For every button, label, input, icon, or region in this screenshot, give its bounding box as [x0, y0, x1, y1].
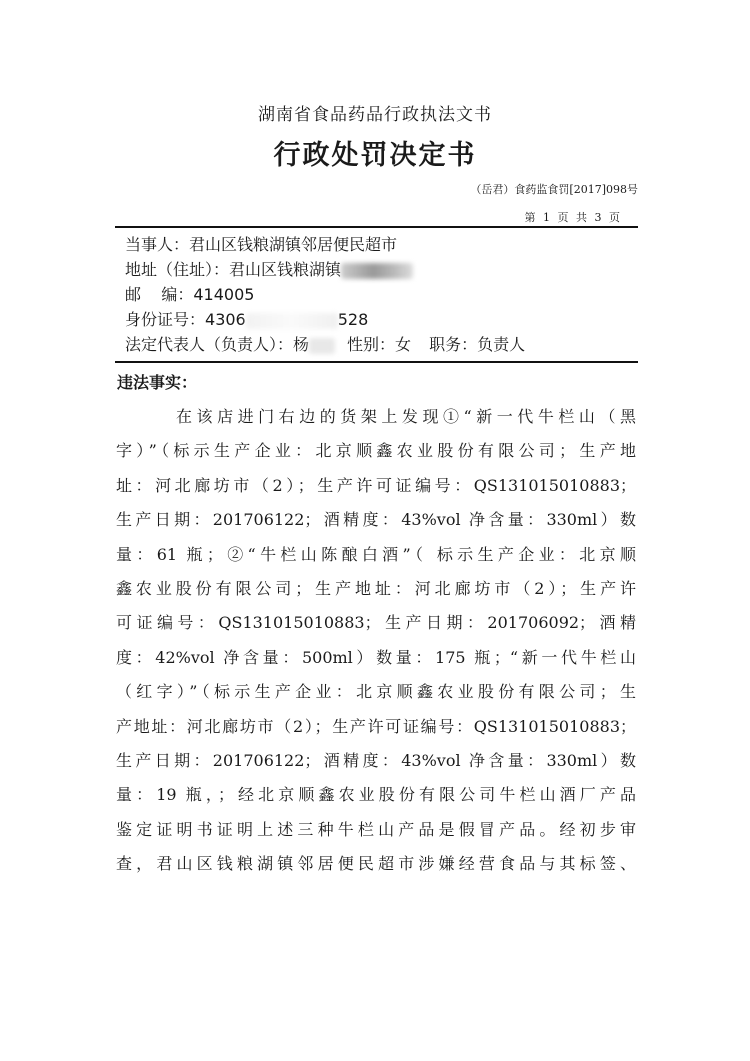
facts-line: 生产日期：201706122；酒精度：43%vol 净含量：330ml）数 — [116, 510, 636, 530]
party-name-value: 君山区钱粮湖镇邻居便民超市 — [189, 235, 398, 254]
redacted-name — [309, 338, 335, 354]
party-id-suffix: 528 — [337, 310, 369, 329]
party-name-row — [125, 232, 640, 257]
facts-line: 鉴定证明书证明上述三种牛栏山产品是假冒产品。经初步审 — [116, 819, 636, 839]
facts-line: 在该店进门右边的货架上发现①“新一代牛栏山（黑 — [176, 407, 636, 426]
facts-heading: 违法事实： — [117, 373, 198, 392]
document-title: 行政处罚决定书 — [273, 140, 477, 171]
facts-line: 度：42%vol 净含量：500ml）数量：175 瓶；“新一代牛栏山 — [116, 647, 636, 667]
bottom-divider — [115, 361, 638, 363]
party-gender-label: 性别： — [347, 335, 396, 354]
party-postcode-label: 邮 编： — [125, 285, 194, 304]
party-postcode-row — [125, 282, 640, 307]
party-representative-row — [125, 332, 640, 357]
facts-line: 生产日期：201706122；酒精度：43%vol 净含量：330ml）数 — [116, 750, 636, 770]
party-address-row — [125, 257, 640, 282]
facts-line: （红字）”（标示生产企业：北京顺鑫农业股份有限公司；生 — [116, 682, 636, 702]
party-position-label: 职务： — [429, 335, 478, 354]
facts-line: 址：河北廊坊市（2）；生产许可证编号：QS131015010883； — [116, 475, 636, 495]
party-id-label: 身份证号： — [125, 310, 206, 329]
facts-line: 量：19 瓶，；经北京顺鑫农业股份有限公司牛栏山酒厂产品 — [116, 785, 636, 805]
party-address-label: 地址（住址）： — [125, 260, 230, 279]
party-id-row — [125, 307, 640, 332]
page-indicator: 第 1 页 共 3 页 — [524, 211, 620, 224]
facts-line: 字）”（标示生产企业：北京顺鑫农业股份有限公司；生产地 — [116, 441, 636, 461]
redacted-address — [341, 263, 413, 279]
facts-body — [116, 400, 636, 881]
party-address-value: 君山区钱粮湖镇 — [229, 260, 342, 279]
party-position-value: 负责人 — [477, 335, 526, 354]
party-rep-label: 法定代表人（负责人）： — [125, 335, 294, 354]
party-gender-value: 女 — [395, 335, 412, 354]
issuing-authority: 湖南省食品药品行政执法文书 — [258, 105, 492, 125]
facts-line: 可证编号：QS131015010883；生产日期：201706092；酒精 — [116, 613, 636, 633]
redacted-id-number — [246, 313, 338, 329]
top-divider — [115, 226, 638, 228]
facts-line: 产地址：河北廊坊市（2）；生产许可证编号：QS131015010883； — [116, 716, 636, 736]
facts-line: 鑫农业股份有限公司；生产地址：河北廊坊市（2）；生产许 — [116, 578, 636, 598]
party-id-prefix: 4306 — [205, 310, 246, 329]
document-number: （岳君）食药监食罚[2017]098号 — [470, 183, 638, 196]
facts-line: 量：61 瓶；②“牛栏山陈酿白酒”（ 标示生产企业：北京顺 — [116, 544, 636, 564]
party-postcode-value: 414005 — [193, 285, 255, 304]
party-name-label: 当事人： — [125, 235, 190, 254]
facts-line: 查，君山区钱粮湖镇邻居便民超市涉嫌经营食品与其标签、 — [116, 854, 636, 874]
party-info-block — [125, 232, 640, 357]
party-rep-value: 杨 — [293, 335, 310, 354]
